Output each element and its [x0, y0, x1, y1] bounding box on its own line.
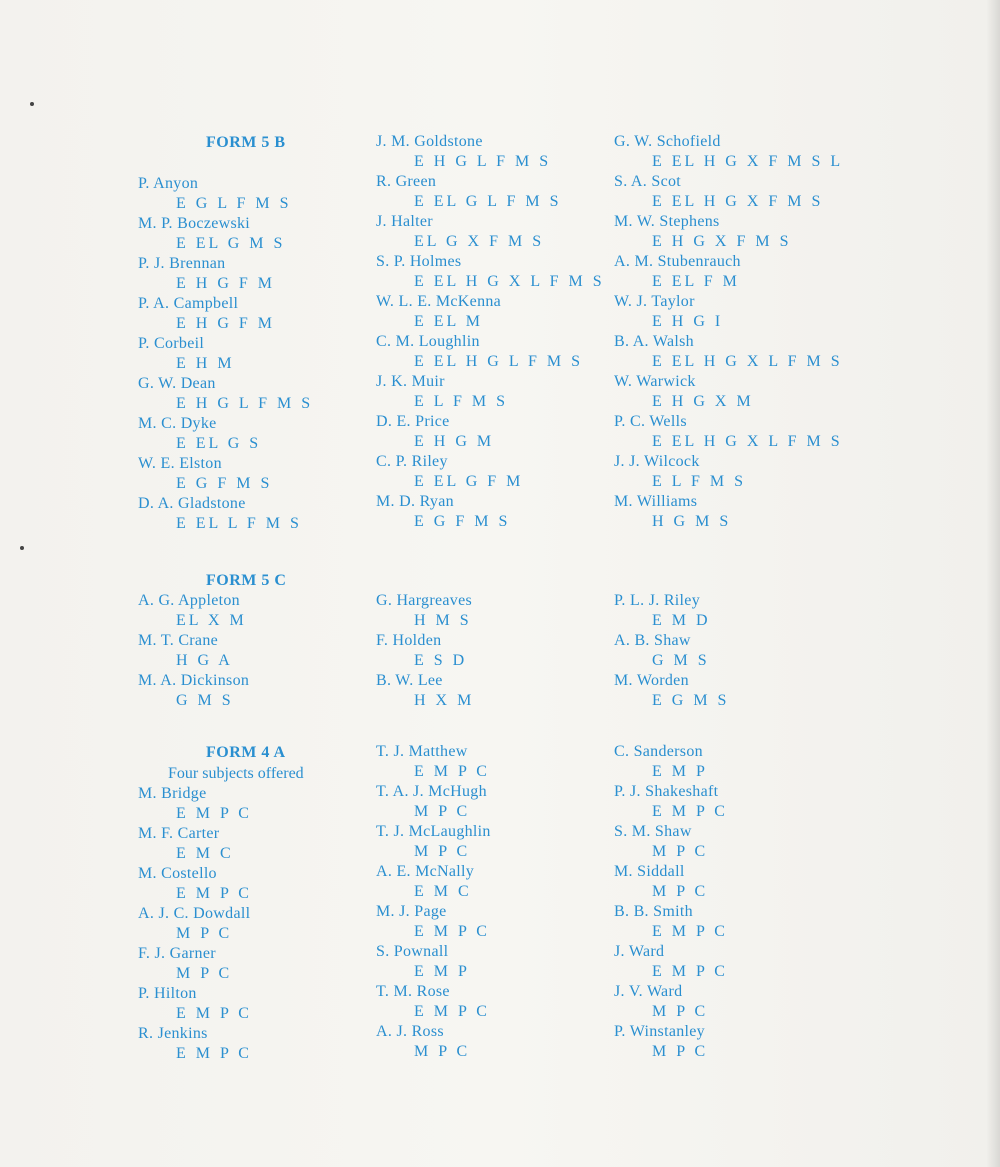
student-name: M. F. Carter: [138, 825, 220, 842]
student-subjects: E H G M: [414, 433, 495, 450]
form-4a-column-2: [376, 742, 491, 1062]
student-subjects: E EL H G X L F M S: [652, 353, 843, 370]
student-subjects: E H G X F M S: [652, 233, 792, 250]
student-name: A. J. C. Dowdall: [138, 905, 251, 922]
student-subjects: E H G F M: [176, 275, 276, 292]
student-subjects: E H G I: [652, 313, 724, 330]
student-name: J. J. Wilcock: [614, 453, 700, 470]
student-entry: [138, 174, 313, 214]
student-name: A. G. Appleton: [138, 592, 240, 609]
student-name: D. A. Gladstone: [138, 495, 246, 512]
student-subjects: M P C: [176, 965, 233, 982]
student-entry: [614, 631, 729, 671]
student-entry: [376, 1022, 491, 1062]
section-heading: FORM 5 B: [206, 134, 286, 151]
student-entry: [614, 742, 728, 782]
student-subjects: E M P C: [176, 885, 252, 902]
student-entry: [614, 982, 728, 1022]
form-5c-column-2: [376, 591, 474, 711]
student-subjects: E G L F M S: [176, 195, 292, 212]
student-entry: [614, 372, 843, 412]
student-subjects: E M P C: [414, 923, 490, 940]
student-name: M. Bridge: [138, 785, 207, 802]
student-subjects: M P C: [414, 1043, 471, 1060]
student-entry: [138, 374, 313, 414]
student-entry: [614, 671, 729, 711]
form-5c-column-1: [138, 570, 286, 711]
student-subjects: E EL G F M: [414, 473, 524, 490]
student-entry: [614, 172, 843, 212]
student-name: P. Anyon: [138, 175, 199, 192]
student-entry: [138, 904, 304, 944]
student-subjects: G M S: [652, 652, 710, 669]
student-entry: [376, 132, 605, 172]
student-entry: [614, 292, 843, 332]
student-name: M. A. Dickinson: [138, 672, 250, 689]
form-5b-column-1: [138, 132, 313, 534]
student-subjects: E M P C: [414, 1003, 490, 1020]
student-subjects: G M S: [176, 692, 234, 709]
student-entry: [138, 1024, 304, 1064]
student-name: C. M. Loughlin: [376, 333, 480, 350]
student-entry: [376, 412, 605, 452]
student-entry: [614, 782, 728, 822]
student-entry: [614, 332, 843, 372]
student-subjects: E M P C: [652, 963, 728, 980]
student-name: S. M. Shaw: [614, 823, 692, 840]
student-subjects: E G M S: [652, 692, 730, 709]
student-name: M. Williams: [614, 493, 698, 510]
student-entry: [138, 591, 286, 631]
student-name: S. P. Holmes: [376, 253, 462, 270]
student-entry: [614, 212, 843, 252]
student-subjects: E G F M S: [414, 513, 511, 530]
student-subjects: E M P C: [176, 1005, 252, 1022]
student-entry: [138, 454, 313, 494]
student-subjects: E EL G M S: [176, 235, 286, 252]
student-name: M. Siddall: [614, 863, 685, 880]
student-subjects: H X M: [414, 692, 475, 709]
student-entry: [376, 372, 605, 412]
student-subjects: E EL H G L F M S: [414, 353, 584, 370]
form-5b-column-2: [376, 132, 605, 532]
student-subjects: E H G L F M S: [414, 153, 552, 170]
student-entry: [138, 944, 304, 984]
student-name: F. Holden: [376, 632, 442, 649]
student-name: M. P. Boczewski: [138, 215, 251, 232]
student-name: W. L. E. McKenna: [376, 293, 502, 310]
student-name: S. A. Scot: [614, 173, 682, 190]
student-name: R. Green: [376, 173, 437, 190]
student-name: S. Pownall: [376, 943, 449, 960]
student-subjects: E S D: [414, 652, 468, 669]
student-subjects: E M D: [652, 612, 711, 629]
student-entry: [138, 294, 313, 334]
student-name: T. M. Rose: [376, 983, 450, 1000]
student-entry: [614, 942, 728, 982]
form-5b-column-3: [614, 132, 843, 532]
student-name: J. Ward: [614, 943, 665, 960]
student-subjects: E H G L F M S: [176, 395, 314, 412]
student-name: B. W. Lee: [376, 672, 443, 689]
student-entry: [376, 742, 491, 782]
student-entry: [376, 591, 474, 631]
student-entry: [376, 172, 605, 212]
student-entry: [376, 902, 491, 942]
student-name: F. J. Garner: [138, 945, 216, 962]
student-subjects: E M P C: [652, 803, 728, 820]
form-5c-column-3: [614, 591, 729, 711]
student-entry: [614, 252, 843, 292]
student-entry: [614, 862, 728, 902]
student-subjects: M P C: [652, 843, 709, 860]
student-entry: [376, 942, 491, 982]
student-subjects: E M C: [414, 883, 472, 900]
student-entry: [614, 452, 843, 492]
student-name: P. L. J. Riley: [614, 592, 700, 609]
student-subjects: M P C: [652, 883, 709, 900]
student-entry: [376, 862, 491, 902]
student-entry: [376, 782, 491, 822]
student-subjects: E EL G L F M S: [414, 193, 562, 210]
student-entry: [138, 631, 286, 671]
student-name: G. Hargreaves: [376, 592, 473, 609]
student-name: M. Worden: [614, 672, 689, 689]
student-subjects: E EL L F M S: [176, 515, 302, 532]
student-subjects: M P C: [652, 1043, 709, 1060]
student-entry: [614, 132, 843, 172]
student-name: J. K. Muir: [376, 373, 445, 390]
student-subjects: E H G F M: [176, 315, 276, 332]
student-entry: [614, 902, 728, 942]
student-entry: [614, 412, 843, 452]
student-name: A. J. Ross: [376, 1023, 444, 1040]
student-name: J. Halter: [376, 213, 433, 230]
student-entry: [376, 252, 605, 292]
student-subjects: EL X M: [176, 612, 247, 629]
student-subjects: E H G X M: [652, 393, 754, 410]
student-name: P. A. Campbell: [138, 295, 239, 312]
student-name: P. J. Brennan: [138, 255, 226, 272]
student-entry: [376, 492, 605, 532]
student-entry: [376, 452, 605, 492]
section-heading: FORM 5 C: [206, 572, 287, 589]
student-subjects: E M P C: [652, 923, 728, 940]
student-name: M. Costello: [138, 865, 217, 882]
student-name: C. Sanderson: [614, 743, 703, 760]
student-name: P. C. Wells: [614, 413, 687, 430]
student-entry: [138, 334, 313, 374]
student-name: D. E. Price: [376, 413, 450, 430]
student-name: G. W. Schofield: [614, 133, 721, 150]
student-name: W. J. Taylor: [614, 293, 695, 310]
student-name: B. A. Walsh: [614, 333, 694, 350]
student-subjects: E M P C: [176, 805, 252, 822]
student-entry: [138, 671, 286, 711]
student-entry: [376, 292, 605, 332]
student-subjects: E M P: [652, 763, 708, 780]
student-subjects: E H M: [176, 355, 235, 372]
student-subjects: E EL H G X L F M S: [414, 273, 605, 290]
student-entry: [376, 982, 491, 1022]
student-subjects: E EL H G X F M S: [652, 193, 824, 210]
student-subjects: M P C: [176, 925, 233, 942]
student-subjects: E G F M S: [176, 475, 273, 492]
student-subjects: EL G X F M S: [414, 233, 545, 250]
student-name: A. M. Stubenrauch: [614, 253, 741, 270]
student-entry: [376, 822, 491, 862]
student-entry: [614, 822, 728, 862]
student-name: M. J. Page: [376, 903, 447, 920]
student-name: M. D. Ryan: [376, 493, 454, 510]
student-entry: [138, 784, 304, 824]
student-name: P. J. Shakeshaft: [614, 783, 719, 800]
student-subjects: E EL H G X L F M S: [652, 433, 843, 450]
student-name: P. Hilton: [138, 985, 197, 1002]
student-entry: [376, 671, 474, 711]
student-entry: [376, 631, 474, 671]
student-subjects: E EL M: [414, 313, 483, 330]
student-name: M. T. Crane: [138, 632, 219, 649]
student-subjects: H M S: [414, 612, 472, 629]
student-name: A. E. McNally: [376, 863, 475, 880]
page-edge-shadow: [986, 0, 1000, 1167]
student-subjects: E M P C: [414, 763, 490, 780]
student-entry: [614, 1022, 728, 1062]
student-name: C. P. Riley: [376, 453, 448, 470]
student-subjects: E L F M S: [414, 393, 508, 410]
student-entry: [138, 414, 313, 454]
student-entry: [138, 984, 304, 1024]
student-entry: [376, 212, 605, 252]
student-name: P. Corbeil: [138, 335, 205, 352]
student-subjects: H G A: [176, 652, 233, 669]
student-subjects: M P C: [652, 1003, 709, 1020]
student-entry: [376, 332, 605, 372]
student-name: R. Jenkins: [138, 1025, 208, 1042]
student-subjects: M P C: [414, 843, 471, 860]
student-entry: [138, 494, 313, 534]
student-subjects: M P C: [414, 803, 471, 820]
student-entry: [138, 824, 304, 864]
student-name: T. J. McLaughlin: [376, 823, 491, 840]
student-name: T. J. Matthew: [376, 743, 468, 760]
student-name: B. B. Smith: [614, 903, 693, 920]
student-subjects: H G M S: [652, 513, 732, 530]
student-subjects: E M P C: [176, 1045, 252, 1062]
section-heading: FORM 4 A: [206, 744, 286, 761]
student-entry: [614, 492, 843, 532]
student-name: M. W. Stephens: [614, 213, 720, 230]
form-4a-column-1: [138, 742, 304, 1064]
student-name: J. M. Goldstone: [376, 133, 483, 150]
ink-speck: [30, 102, 34, 106]
form-4a-column-3: [614, 742, 728, 1062]
student-entry: [138, 864, 304, 904]
ink-speck: [20, 546, 24, 550]
student-name: W. Warwick: [614, 373, 696, 390]
student-name: A. B. Shaw: [614, 632, 691, 649]
student-entry: [138, 214, 313, 254]
student-subjects: E EL F M: [652, 273, 740, 290]
student-name: P. Winstanley: [614, 1023, 705, 1040]
student-subjects: E M C: [176, 845, 234, 862]
student-entry: [138, 254, 313, 294]
student-subjects: E EL G S: [176, 435, 262, 452]
student-name: M. C. Dyke: [138, 415, 217, 432]
student-name: W. E. Elston: [138, 455, 222, 472]
student-name: T. A. J. McHugh: [376, 783, 487, 800]
student-subjects: E L F M S: [652, 473, 746, 490]
student-subjects: E M P: [414, 963, 470, 980]
student-name: G. W. Dean: [138, 375, 216, 392]
student-name: J. V. Ward: [614, 983, 683, 1000]
section-note: Four subjects offered: [168, 765, 304, 782]
student-subjects: E EL H G X F M S L: [652, 153, 844, 170]
student-entry: [614, 591, 729, 631]
